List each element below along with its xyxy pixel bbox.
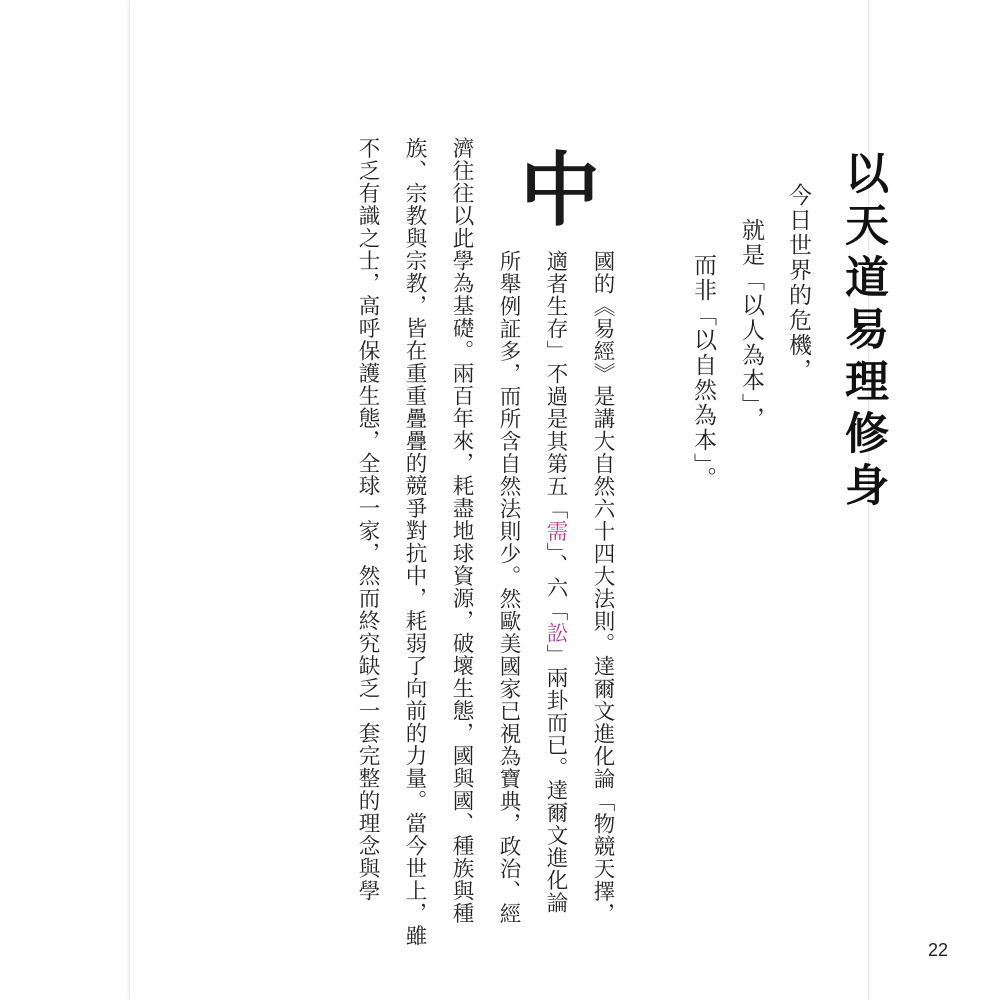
body-line-4: 濟往往以此學為基礎。兩百年來，耗盡地球資源，破壞生態，國與國、種族與種 [449, 137, 474, 925]
intro-line-1: 今日世界的危機， [785, 183, 811, 383]
body-line-2-part-c: 」兩卦而已。達爾文進化論 [543, 644, 568, 915]
body-line-2 [540, 250, 571, 914]
body-line-3: 所舉例証多，而所含自然法則少。然歐美國家已視為寶典，政治、經 [496, 250, 521, 925]
drop-cap: 中 [520, 143, 600, 237]
body-line-6: 不乏有識之士，高呼保護生態，全球一家，然而終究缺乏一套完整的理念與學 [355, 137, 380, 902]
book-page [130, 0, 949, 1000]
highlight-xu: 需 [543, 520, 568, 543]
body-line-1: 國的《易經》是講大自然六十四大法則。達爾文進化論「物競天擇， [590, 250, 615, 925]
page-title: 以天道易理修身 [837, 150, 888, 514]
intro-line-3: 而非「以自然為本」。 [690, 253, 716, 492]
body-line-5: 族、宗教與宗教，皆在重重疊疊的競爭對抗中，耗弱了向前的力量。當今世上，雖 [402, 137, 427, 947]
intro-line-2: 就是「以人為本」， [738, 218, 764, 432]
body-line-2-part-b: 」、六「 [543, 542, 568, 622]
highlight-song: 訟 [543, 621, 568, 645]
body-line-2-part-a: 適者生存」不過是其第五「 [543, 250, 568, 520]
page-number: 22 [928, 940, 949, 960]
